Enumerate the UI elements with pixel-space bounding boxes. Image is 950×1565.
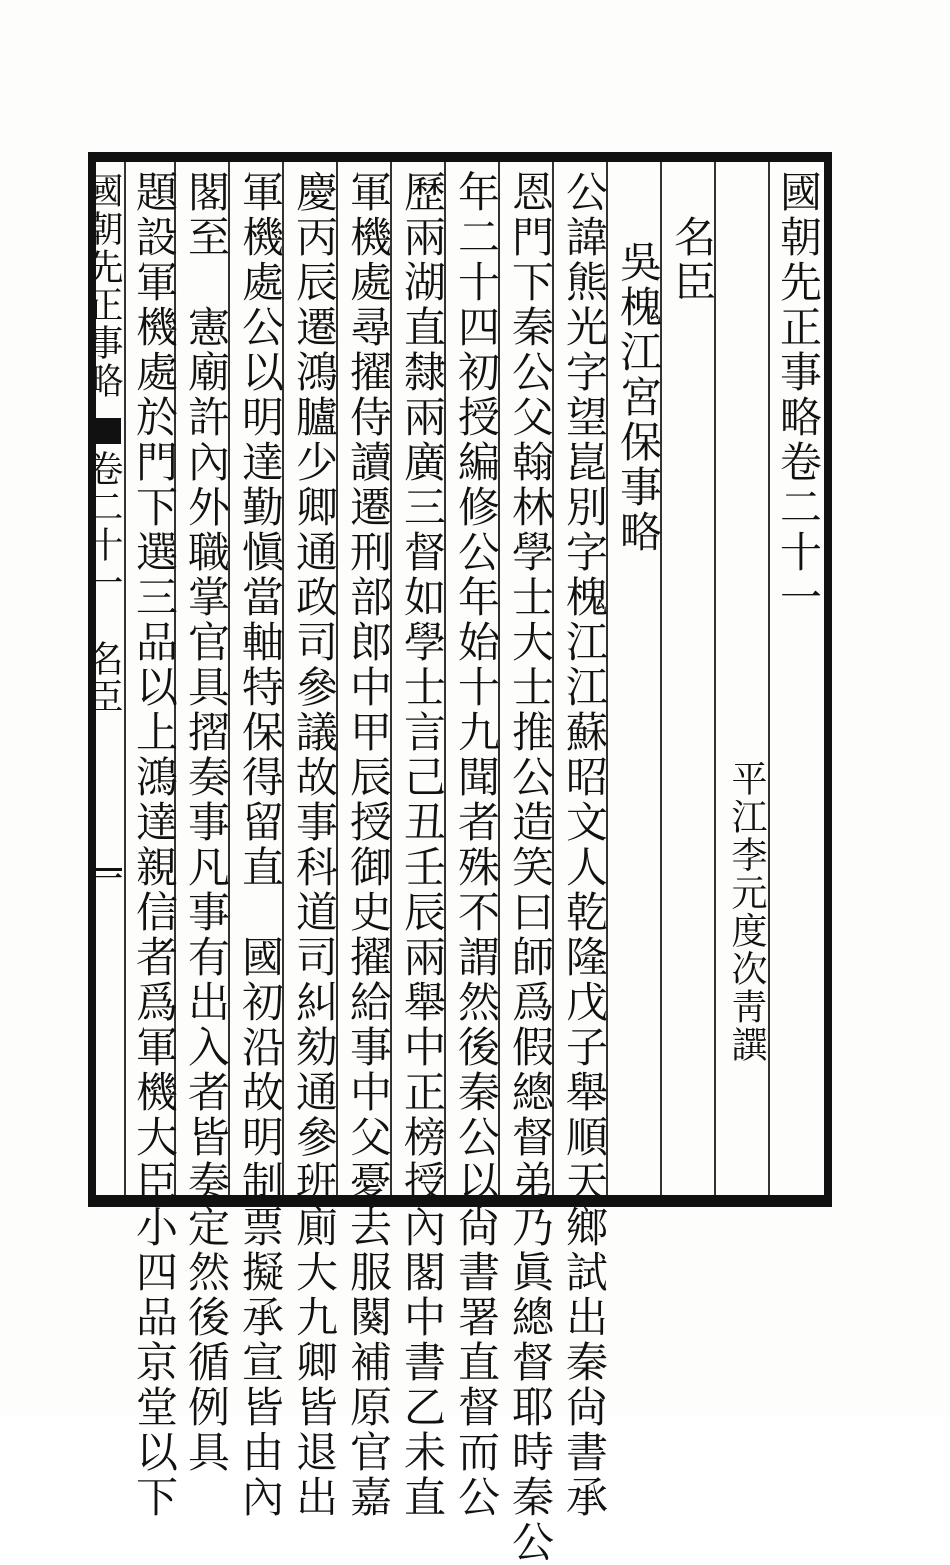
body-column-4: 歷兩湖直隸兩廣三督如學士言己丑壬辰兩舉中正榜授內閣中書乙未直 <box>398 170 447 1520</box>
body-column-7: 軍機處公以明達勤愼當軸特保得留直 國初沿故明制票擬承宣皆由內 <box>236 170 285 1520</box>
fishtail-mark <box>91 418 121 444</box>
body-column-3: 年二十四初授編修公年始十九聞者殊不謂然後秦公以尙書署直督而公 <box>452 170 501 1520</box>
section-label: 名臣 <box>668 215 717 305</box>
body-column-9: 題設軍機處於門下選三品以上鴻達親信者爲軍機大臣小四品京堂以下 <box>130 170 179 1520</box>
body-column-8: 閣至 憲廟許內外職掌官具摺奏事凡事有出入者皆奏定然後循例具 <box>182 170 231 1475</box>
frame-top-border <box>88 152 832 162</box>
body-column-1: 公諱熊光字望崑別字槐江江蘇昭文人乾隆戊子舉順天鄉試出秦尙書承 <box>560 170 609 1520</box>
margin-volume: 卷二十一 <box>82 450 123 602</box>
body-column-6: 慶丙辰遷鴻臚少卿通政司參議故事科道司糾劾通參班廁大九卿皆退出 <box>290 170 339 1520</box>
body-column-5: 軍機處尋擢侍讀遷刑部郎中甲辰授御史擢給事中父憂去服闋補原官嘉 <box>344 170 393 1520</box>
margin-title: 國朝先正事略 <box>82 172 123 400</box>
margin-section: 名臣 <box>82 640 123 716</box>
frame-right-border <box>824 152 832 1207</box>
subject-title: 吳槐江宮保事略 <box>614 240 663 555</box>
column-rule <box>714 162 716 1195</box>
body-column-2: 恩門下秦公父翰林學士大士推公造笑曰師爲假總督弟乃眞總督耶時秦公 <box>506 170 555 1565</box>
volume-title: 國朝先正事略卷二十一 <box>774 170 823 620</box>
margin-page-number: 一 <box>82 860 123 898</box>
author-line: 平江李元度次靑譔 <box>726 760 767 1064</box>
